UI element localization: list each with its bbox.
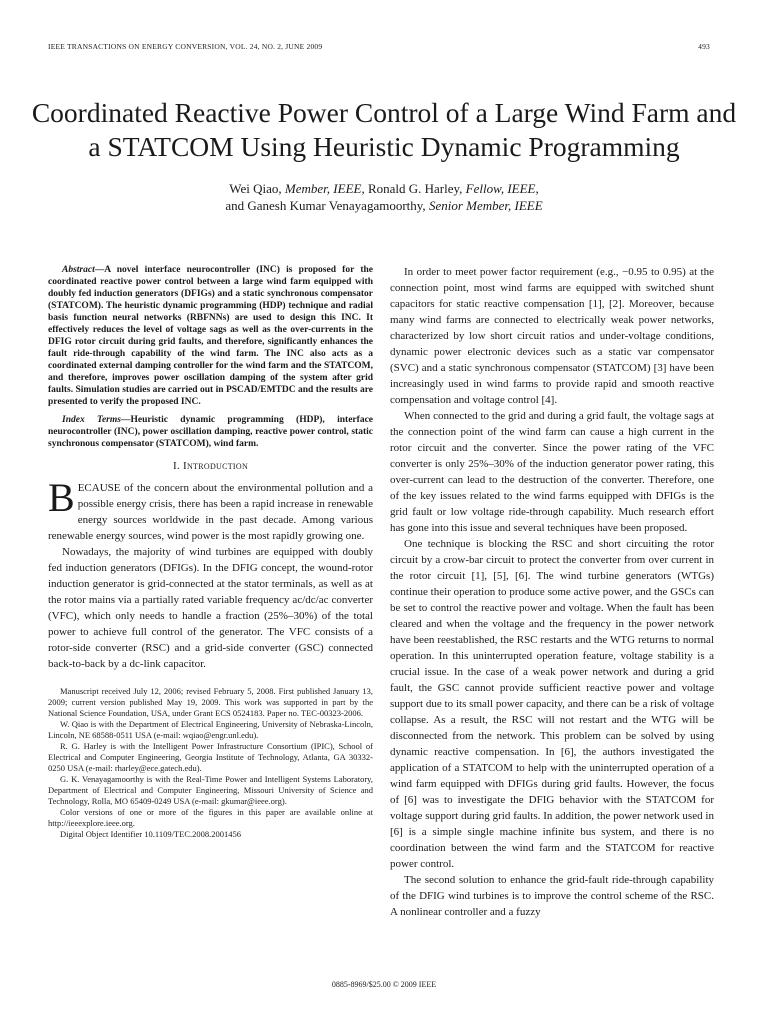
paper-title: Coordinated Reactive Power Control of a Large Wind Farm and a STATCOM Using Heuristic Dynamic Programming [31, 97, 737, 163]
author-1-role: Member, IEEE [284, 181, 362, 196]
author-line-1: Wei Qiao, Member, IEEE, Ronald G. Harley, Fellow, IEEE, [229, 181, 539, 196]
right-paragraph-4: The second solution to enhance the grid-fault ride-through capability of the DFIG wind turbines is to improve the control scheme of the RSC. A nonlinear controller and a fuzzy [390, 874, 714, 918]
section-number: I. [172, 460, 184, 472]
right-paragraph-1: In order to meet power factor requirement (e.g., −0.95 to 0.95) at the connection point, most wind farms are equipped with switched shunt capacitors for static reactive compensation [1], [2]. Moreover, because many wind farms are connected to electrically weak power networks, characterized by low short circuit ratios and under-voltage conditions, dynamic power electronic devices such as a static var compensator (SVC) and a static synchronous compensator (STATCOM) [3] have been increasingly used in wind farms to provide rapid and smooth reactive compensation and voltage control [4]. [390, 266, 714, 406]
footnotes [48, 686, 373, 840]
index-terms [48, 414, 373, 450]
footnote-author-3: G. K. Venayagamoorthy is with the Real-Time Power and Intelligent Systems Laboratory, Department of Electrical and Computer Engineering, Missouri University of Science and Technology, Rolla, MO 65409-0249 USA (e-mail: gkumar@ieee.org). [48, 774, 373, 806]
footnote-author-2: R. G. Harley is with the Intelligent Power Infrastructure Consortium (IPIC), School of Electrical and Computer Engineering, Georgia Institute of Technology, Atlanta, GA 30332-0250 USA (e-mail: rharley@ece.gatech.edu). [48, 741, 373, 773]
author-3-name: and Ganesh Kumar Venayagamoorthy, [225, 198, 429, 213]
abstract-label: Abstract [62, 265, 95, 275]
section-title: Introduction [183, 460, 249, 472]
copyright-footer: 0885-8969/$25.00 © 2009 IEEE [331, 980, 437, 989]
drop-cap: B [48, 475, 75, 520]
abstract [48, 264, 373, 408]
author-2-name: , Ronald G. Harley, [361, 181, 466, 196]
journal-header: IEEE TRANSACTIONS ON ENERGY CONVERSION, VOL. 24, NO. 2, JUNE 2009 [48, 42, 323, 51]
abstract-text: —A novel interface neurocontroller (INC) is proposed for the coordinated reactive power control between a large wind farm equipped with doubly fed induction generators (DFIGs) and a static synchronous compensator (STATCOM). The heuristic dynamic programming (HDP) technique and radial basis function neural networks (RBFNNs) are used to design this INC. It effectively reduces the level of voltage sags as well as the over-currents in the DFIG rotor circuit during grid faults, and therefore, significantly enhances the fault ride-through capability of the wind farm. The INC also acts as a coordinated external damping controller for the wind farm and the STATCOM, and therefore, improves power oscillation damping of the system after grid faults. Simulation studies are carried out in PSCAD/EMTDC and the results are presented to verify the proposed INC. [48, 265, 373, 407]
intro-paragraph-2: Nowadays, the majority of wind turbines are equipped with doubly fed induction generators (DFIGs). In the DFIG concept, the wound-rotor induction generator is grid-connected at the stator terminals, as well as at the rotor mains via a partially rated variable frequency ac/dc/ac converter (VFC), which only needs to handle a fraction (25%–30%) of the total power to achieve full control of the generator. The VFC consists of a rotor-side converter (RSC) and a grid-side converter (GSC) connected back-to-back by a dc-link capacitor. [48, 546, 373, 670]
page-number: 493 [698, 42, 710, 51]
author-line-2 [30, 197, 738, 214]
author-2-role: Fellow, IEEE [465, 181, 536, 196]
footnote-doi: Digital Object Identifier 10.1109/TEC.2008.2001456 [60, 829, 241, 839]
index-terms-text: —Heuristic dynamic programming (HDP), interface neurocontroller (INC), power oscillation damping, reactive power control, static synchronous compensator (STATCOM), wind farm. [48, 415, 373, 449]
index-terms-label: Index Terms [62, 415, 121, 425]
footnote-manuscript: Manuscript received July 12, 2006; revised February 5, 2008. First published January 13, 2009; current version published May 19, 2009. This work was supported in part by the National Science Foundation, USA, under Grant ECS 0524183. Paper no. TEC-00323-2006. [48, 686, 373, 718]
right-paragraph-2: When connected to the grid and during a grid fault, the voltage sags at the connection point of the wind farm can cause a high current in the rotor circuit and the converter. Since the power rating of the VFC converter is only 25%–30% of the induction generator power rating, this over-current can lead to the destruction of the converter. Therefore, one of the key issues related to the wind farms equipped with DFIGs is the grid fault or low voltage ride-through capability. Much research effort has gone into this issue and several techniques have been proposed. [390, 410, 714, 534]
author-1-name: Wei Qiao, [229, 181, 285, 196]
intro-paragraph-1: BECAUSE of the concern about the environmental pollution and a possible energy crisis, there has been a rapid increase in renewable energy sources worldwide in the past decade. Among various renewable energy sources, wind power is the most rapidly growing one. [48, 475, 373, 542]
author-list [30, 180, 738, 214]
footnote-color: Color versions of one or more of the figures in this paper are available online at http://ieeexplore.ieee.org. [48, 807, 373, 828]
section-heading [48, 458, 373, 474]
right-paragraph-3: One technique is blocking the RSC and short circuiting the rotor circuit by a crow-bar circuit to protect the converter from over current in the rotor circuit [1], [5], [6]. The wind turbine generators (WTGs) continue their operation to produce some active power, and the GSCs can be set to control the reactive power and voltage. When the fault has been cleared and when the voltage and the frequency in the power network have been reestablished, the RSC restarts and the WTG returns to normal operation. In this uninterrupted operation feature, voltage stability is a crucial issue. In the case of a weak power network and during a grid fault, the GSC cannot provide sufficient reactive power and voltage support due to its small power capacity, and there can be a risk of voltage collapse. As a result, the RSC will not restart and the WTG will be disconnected from the network. This problem can be solved by using dynamic reactive compensation. In [6], the authors investigated the application of a STATCOM to help with the uninterrupted operation of a wind farm equipped with DFIGs during grid faults. However, the focus of [6] was to investigate the DFIG behavior with the STATCOM for voltage support during grid faults. In addition, the power network used in [6] is a simple single machine infinite bus system, and there is no coordination between the wind farm and the STATCOM for reactive power control. [390, 538, 714, 870]
footnote-author-1: W. Qiao is with the Department of Electrical Engineering, University of Nebraska-Lincoln, Lincoln, NE 68588-0511 USA (e-mail: wqiao@engr.unl.edu). [48, 719, 373, 740]
left-column [48, 264, 373, 840]
author-3-role: Senior Member, IEEE [428, 198, 543, 213]
right-column [390, 264, 714, 920]
